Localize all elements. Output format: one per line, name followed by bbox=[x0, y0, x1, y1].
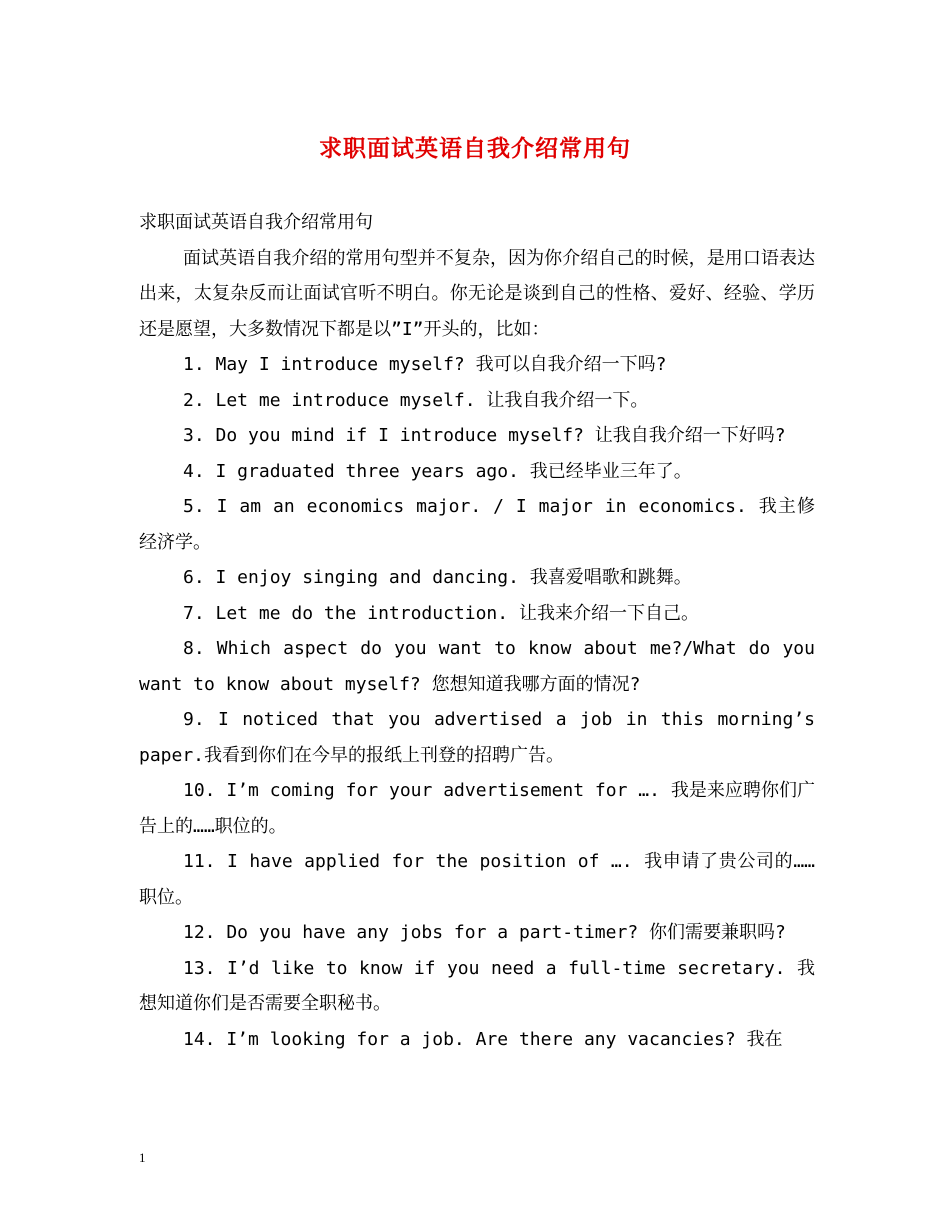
list-item: 9. I noticed that you advertised a job in this morning’s paper.我看到你们在今早的报纸上刊登的招聘广告。 bbox=[139, 709, 815, 766]
list-item: 14. I’m looking for a job. Are there any vacancies? 我在 bbox=[183, 1028, 783, 1050]
list-item: 5. I am an economics major. / I major in economics. 我主修经济学。 bbox=[139, 496, 815, 553]
list-item: 8. Which aspect do you want to know about me?/What do you want to know about myself? 您想知道我哪方面的情况? bbox=[139, 638, 815, 695]
list-item: 11. I have applied for the position of …. 我申请了贵公司的……职位。 bbox=[139, 851, 815, 908]
list-item: 13. I’d like to know if you need a full-time secretary. 我想知道你们是否需要全职秘书。 bbox=[139, 957, 815, 1014]
intro-paragraph: 面试英语自我介绍的常用句型并不复杂，因为你介绍自己的时候，是用口语表达出来，太复杂反而让面试官听不明白。你无论是谈到自己的性格、爱好、经验、学历还是愿望，大多数情况下都是以”I”开头的，比如： bbox=[139, 247, 815, 340]
page-number: 1 bbox=[139, 1150, 146, 1165]
list-item: 10. I’m coming for your advertisement for …. 我是来应聘你们广告上的……职位的。 bbox=[139, 780, 815, 837]
list-item: 7. Let me do the introduction. 让我来介绍一下自己。 bbox=[183, 602, 699, 624]
list-item: 6. I enjoy singing and dancing. 我喜爱唱歌和跳舞。 bbox=[183, 567, 692, 588]
document-body bbox=[139, 205, 815, 1057]
document-subtitle: 求职面试英语自我介绍常用句 bbox=[139, 212, 373, 233]
list-item: 3. Do you mind if I introduce myself? 让我自我介绍一下好吗? bbox=[183, 425, 786, 446]
list-item: 4. I graduated three years ago. 我已经毕业三年了。 bbox=[183, 460, 692, 482]
document-title: 求职面试英语自我介绍常用句 bbox=[319, 135, 631, 162]
list-item: 1. May I introduce myself? 我可以自我介绍一下吗? bbox=[183, 354, 667, 375]
list-item: 2. Let me introduce myself. 让我自我介绍一下。 bbox=[183, 389, 649, 411]
list-item: 12. Do you have any jobs for a part-timer? 你们需要兼职吗? bbox=[183, 922, 786, 943]
